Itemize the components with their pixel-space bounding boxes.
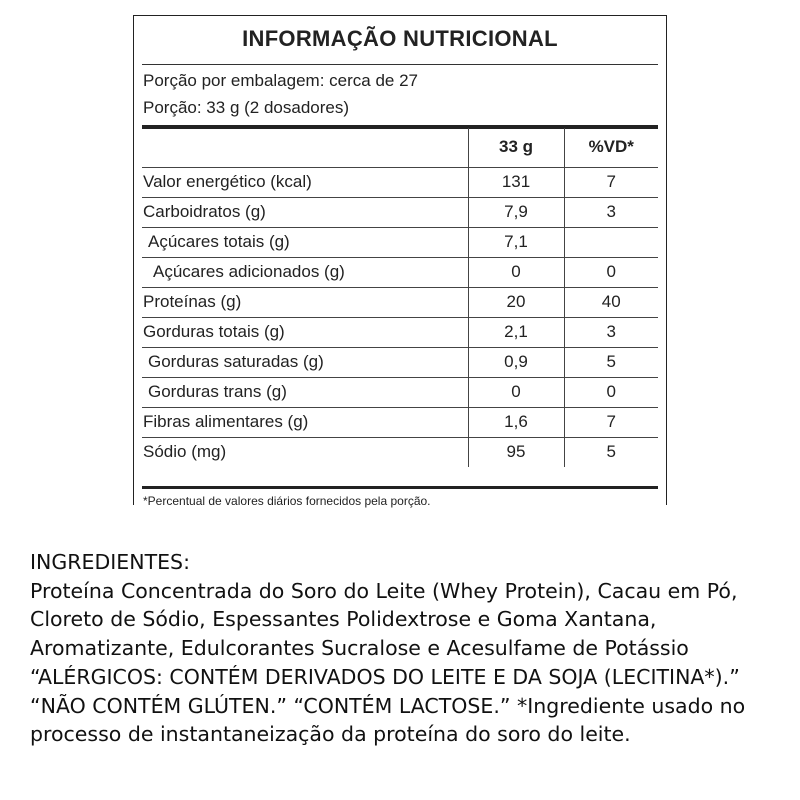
table-row (142, 257, 658, 287)
nutrient-amount: 7,9 (468, 197, 564, 227)
label-title: INFORMAÇÃO NUTRICIONAL (242, 26, 558, 51)
nutrient-daily-value (564, 227, 658, 257)
nutrient-name: Proteínas (g) (142, 287, 468, 317)
table-row (142, 227, 658, 257)
nutrient-daily-value: 40 (564, 287, 658, 317)
footnote: *Percentual de valores diários fornecidos pela porção. (143, 494, 431, 508)
nutrient-amount: 20 (468, 287, 564, 317)
table-header-row (142, 128, 658, 167)
nutrient-daily-value: 0 (564, 377, 658, 407)
nutrient-amount: 2,1 (468, 317, 564, 347)
nutrient-amount: 0,9 (468, 347, 564, 377)
table-row (142, 197, 658, 227)
nutrient-name: Açúcares adicionados (g) (142, 257, 468, 287)
table-row (142, 437, 658, 467)
portion-size: Porção: 33 g (2 dosadores) (143, 98, 350, 117)
column-header-name (142, 128, 468, 167)
nutrient-amount: 0 (468, 257, 564, 287)
ingredients-text: Proteína Concentrada do Soro do Leite (Whey Protein), Cacau em Pó, Cloreto de Sódio, Espessantes Polidextrose e Goma Xantana, Aromatizante, Edulcorantes Sucralose e Acesulfame de Potássio “ALÉRGICOS: CONTÉM DERIVADOS DO LEITE E DA SOJA (LECITINA*).” “NÃO CONTÉM GLÚTEN.” “CONTÉM LACTOSE.” *Ingrediente usado no processo de instantaneização da proteína do soro do leite. (30, 578, 746, 747)
nutrient-name: Açúcares totais (g) (142, 227, 468, 257)
nutrition-facts-label (133, 15, 667, 508)
nutrient-name: Fibras alimentares (g) (142, 407, 468, 437)
ingredients-section (30, 548, 790, 749)
nutrient-daily-value: 7 (564, 167, 658, 197)
nutrient-amount: 131 (468, 167, 564, 197)
portions-per-package: Porção por embalagem: cerca de 27 (143, 71, 418, 90)
nutrient-daily-value: 0 (564, 257, 658, 287)
nutrient-name: Carboidratos (g) (142, 197, 468, 227)
nutrient-daily-value: 5 (564, 347, 658, 377)
nutrient-name: Gorduras saturadas (g) (142, 347, 468, 377)
column-header-amount: 33 g (468, 128, 564, 167)
table-row (142, 317, 658, 347)
table-row (142, 347, 658, 377)
column-header-dv: %VD* (564, 128, 658, 167)
ingredients-title: INGREDIENTES: (30, 550, 190, 574)
nutrient-amount: 1,6 (468, 407, 564, 437)
nutrient-daily-value: 7 (564, 407, 658, 437)
table-bottom-divider (142, 486, 658, 489)
table-row (142, 407, 658, 437)
title-divider (142, 64, 658, 65)
nutrient-daily-value: 5 (564, 437, 658, 467)
table-row (142, 167, 658, 197)
nutrient-name: Valor energético (kcal) (142, 167, 468, 197)
nutrient-daily-value: 3 (564, 317, 658, 347)
nutrient-daily-value: 3 (564, 197, 658, 227)
nutrient-name: Gorduras trans (g) (142, 377, 468, 407)
table-row (142, 377, 658, 407)
nutrient-amount: 0 (468, 377, 564, 407)
nutrient-amount: 7,1 (468, 227, 564, 257)
nutrient-name: Gorduras totais (g) (142, 317, 468, 347)
nutrition-table (142, 128, 658, 467)
table-row (142, 287, 658, 317)
nutrient-amount: 95 (468, 437, 564, 467)
nutrient-name: Sódio (mg) (143, 442, 227, 462)
